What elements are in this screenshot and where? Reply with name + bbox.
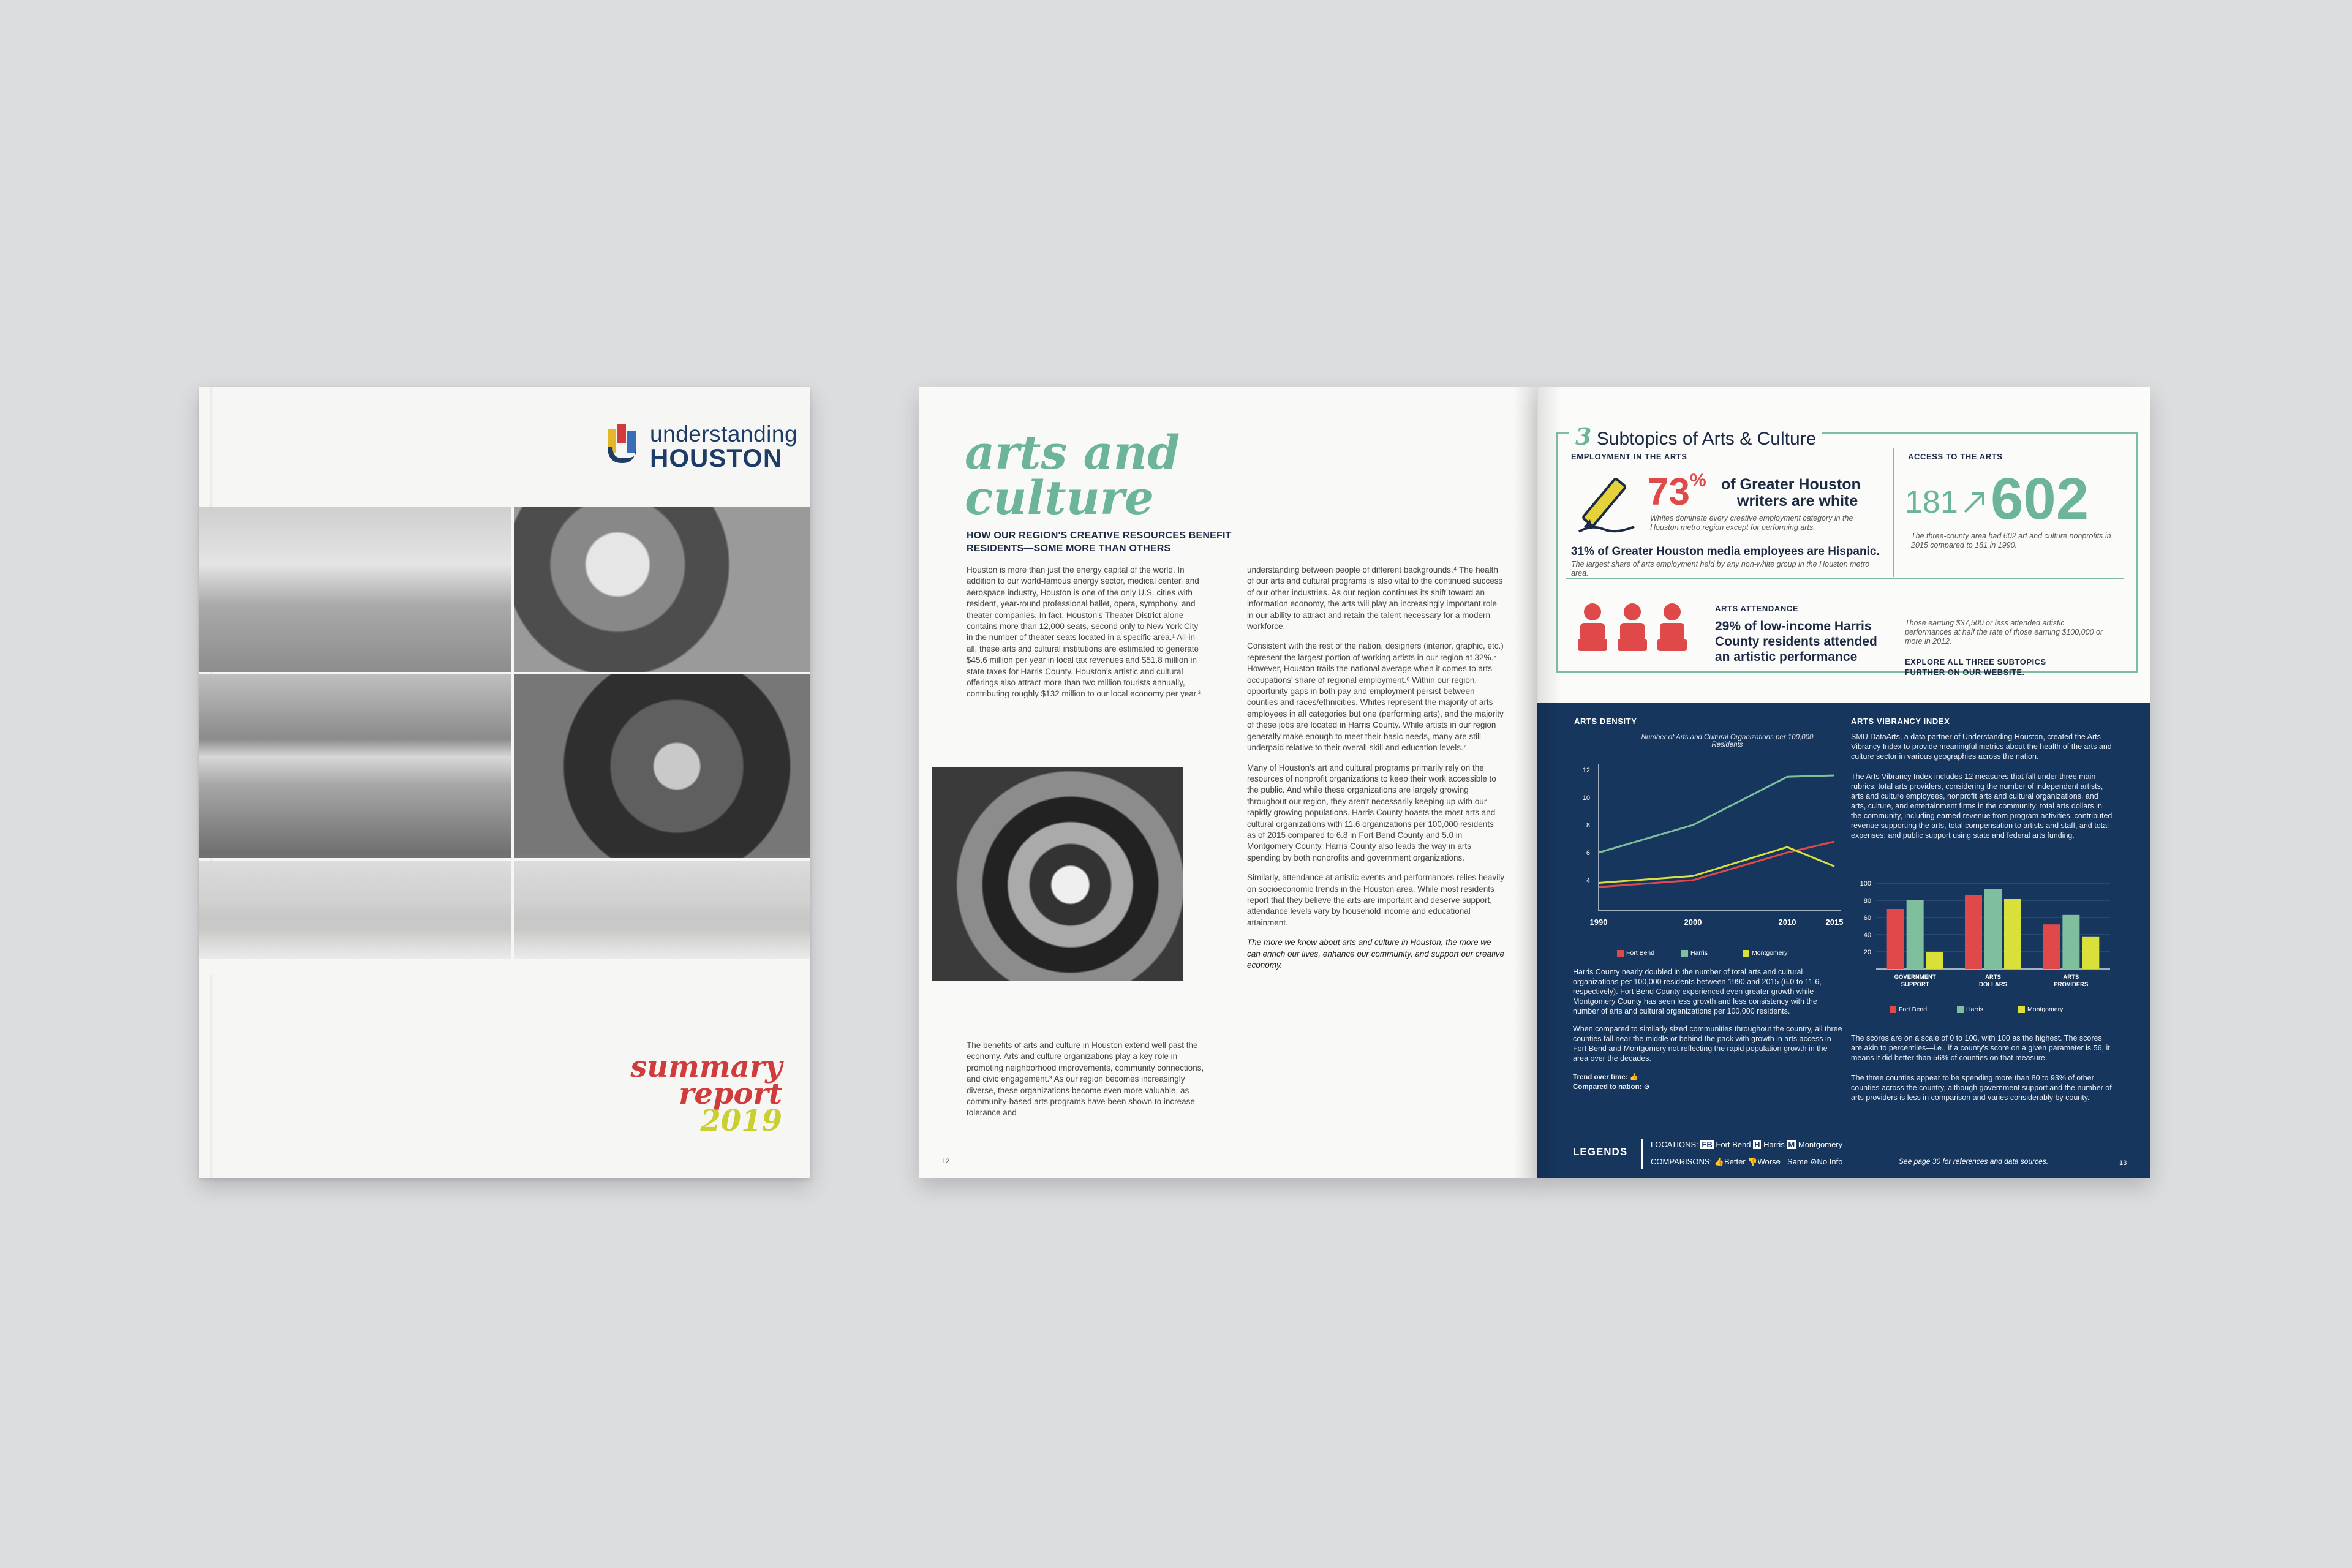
bar-category-label: ARTS [1985, 974, 2001, 981]
body-paragraph: Similarly, attendance at artistic events and performances relies heavily on socioeconomic trends in the Houston area. While most residents report that they believe the arts are important and deserve support, attendance levels vary by household income and educational attainment. [1247, 873, 1504, 927]
thumbs-down-icon: 👎 [1747, 1157, 1758, 1166]
locations-label: LOCATIONS: [1651, 1140, 1698, 1149]
understanding-houston-logo-icon [606, 423, 643, 464]
access-from-value: 181 [1905, 484, 1958, 520]
bar-legend-swatch-fort-bend [1890, 1006, 1896, 1013]
bar-fort-bend [1965, 895, 1982, 969]
density-line-chart [1565, 758, 1853, 938]
bar-fort-bend [1887, 909, 1904, 969]
report-cover [199, 387, 810, 1178]
body-closing-paragraph: The more we know about arts and culture in Houston, the more we can enrich our lives, enhance our community, and support our creative economy. [1247, 938, 1504, 970]
bar-category-label: GOVERNMENT [1894, 974, 1936, 981]
logo-text-houston: HOUSTON [650, 443, 783, 472]
employment-stat-line1: of Greater Houston [1721, 476, 1861, 493]
legend-fort-bend [1617, 949, 1654, 957]
attendance-stat: 29% of low-income Harris County residents attended an artistic performance [1715, 619, 1877, 664]
bar-y-tick-label: 60 [1863, 914, 1871, 922]
bar-legend-harris [1957, 1006, 1983, 1013]
page-title-line1: arts and [965, 425, 1180, 480]
employment-stat-line2: writers are white [1737, 492, 1858, 510]
page-number: 12 [942, 1158, 950, 1165]
x-tick-label: 2010 [1778, 918, 1796, 927]
page-number: 13 [2119, 1159, 2127, 1167]
y-tick-label: 4 [1586, 877, 1590, 884]
spread-page-13 [1537, 387, 2150, 1178]
bar-y-tick-label: 40 [1863, 932, 1871, 939]
body-column-1-bottom [967, 1040, 1205, 1128]
cover-photo-fade [199, 853, 810, 975]
x-tick-label: 2000 [1684, 918, 1702, 927]
legend-label: Harris [1966, 1006, 1983, 1013]
cover-photo-skyline [199, 507, 511, 672]
bar-category-label: PROVIDERS [2054, 981, 2089, 988]
references-note: See page 30 for references and data sources. [1899, 1157, 2049, 1166]
vibrancy-paragraph-2: The Arts Vibrancy Index includes 12 measures that fall under three main rubrics: total arts providers, considering the number of independent artists, arts and culture employees, nonprofit arts and cultural organizations, and arts, culture, and entertainment firms in the community; total arts dollars in the community, including earned revenue from program activities, contributed revenue supporting the arts, total compensation to artists and staff, and total expenses; and public support using state and federal arts funding. [1851, 772, 2113, 840]
vibrancy-paragraph-3: The scores are on a scale of 0 to 100, with 100 as the highest. The scores are akin to percentiles—i.e., if a county's score on a given parameter is 56, it means it did better than 56% of counties on that measure. [1851, 1034, 2110, 1062]
no-info-icon: ⊘ [1810, 1157, 1817, 1166]
employment-stat-note: Whites dominate every creative employment category in the Houston metro region except for performing arts. [1650, 514, 1853, 532]
bar-fort-bend [2043, 924, 2060, 969]
box-divider-horizontal [1566, 578, 2124, 579]
access-to-value: 602 [1991, 466, 2089, 532]
montgomery-code-icon: M [1788, 1140, 1795, 1149]
bar-legend-montgomery [2018, 1006, 2063, 1013]
bar-category-label: DOLLARS [1979, 981, 2007, 988]
bar-montgomery [2082, 937, 2099, 969]
legend-swatch-montgomery [1743, 950, 1749, 957]
vibrancy-paragraph-1: SMU DataArts, a data partner of Understanding Houston, created the Arts Vibrancy Index to provide meaningful metrics about the health of the arts and culture sector in various geographies across the nation. [1851, 733, 2112, 761]
bar-category-label: ARTS [2063, 974, 2079, 981]
bar-category-label: SUPPORT [1901, 981, 1929, 988]
y-tick-label: 12 [1582, 767, 1590, 774]
body-paragraph: Houston is more than just the energy capital of the world. In addition to our world-famous energy sector, medical center, and aerospace industry, Houston is one of the only U.S. cities with resident, year-round professional ballet, opera, symphony, and theater companies. In fact, Houston's Theater District alone contains more than 12,000 seats, second only to New York City in the number of theater seats located in a specific area.¹ All-in-all, these arts and cultural institutions are estimated to generate $45.6 million per year in local tax revenues and $51.8 million in state taxes for Harris County. Houston's artistic and cultural offerings also attract more than two million tourists annually, contributing roughly $132 million to our local economy per year.² [967, 565, 1201, 699]
no-info-label: No Info [1817, 1157, 1843, 1166]
body-paragraph: understanding between people of different backgrounds.⁴ The health of our arts and cultural programs is also vital to the continued success of our other industries. As our region continues its shift toward an information economy, the arts will play an increasingly important role in our ability to attract and retain the talent necessary for a modern workforce. [1247, 565, 1503, 631]
bar-harris [1985, 889, 2002, 969]
page-title [965, 425, 1180, 525]
density-chart-title: Number of Arts and Cultural Organizations per 100,000 Residents [1641, 734, 1814, 748]
legend-comparisons [1651, 1157, 1842, 1167]
employment-percent [1648, 470, 1706, 514]
vibrancy-heading: ARTS VIBRANCY INDEX [1851, 717, 1950, 726]
cover-title-line1: summary [630, 1050, 782, 1084]
body-paragraph: The benefits of arts and culture in Houston extend well past the economy. Arts and culture organizations play a key role in promoting neighborhood improvements, community connections, and civic engagement.³ As our region becomes increasingly diverse, these organizations become even more valuable, as community-based arts programs have been shown to increase tolerance and [967, 1041, 1204, 1118]
legends-divider [1642, 1139, 1643, 1169]
bar-legend-swatch-harris [1957, 1006, 1964, 1013]
logo-text-understanding: understanding [650, 421, 798, 447]
body-column-2 [1247, 565, 1504, 979]
harris-label: Harris [1763, 1140, 1785, 1149]
compare-label [1573, 1082, 1649, 1092]
bar-legend-fort-bend [1890, 1006, 1927, 1013]
compare-label-text: Compared to nation: [1573, 1084, 1642, 1091]
legend-label: Montgomery [1752, 949, 1788, 957]
vibrancy-bar-chart [1847, 877, 2116, 1006]
legend-label: Harris [1691, 949, 1708, 957]
legend-swatch-harris [1681, 950, 1688, 957]
cover-title [617, 1050, 782, 1138]
montgomery-label: Montgomery [1798, 1140, 1843, 1149]
bar-legend-swatch-montgomery [2018, 1006, 2025, 1013]
bar-montgomery [1926, 952, 1943, 969]
data-panel [1537, 703, 2150, 1178]
cover-photo-river [199, 674, 511, 858]
subtopics-title-text: Subtopics of Arts & Culture [1596, 429, 1817, 449]
body-paragraph: Many of Houston's art and cultural programs primarily rely on the resources of nonprofit organizations to keep their work accessible to the public. And while these organizations are largely growing throughout our region, they aren't necessarily keeping up with our rapidly growing populations. Harris County boasts the most arts and cultural organizations with 11.6 organizations per 100,000 residents as of 2015 compared to 6.8 in Fort Bend County and 5.0 in Montgomery County. Harris County also leads the way in arts spending by both nonprofits and government organizations. [1247, 763, 1496, 862]
employment-percent-number: 73 [1648, 471, 1690, 513]
employment-percent-sign: % [1689, 470, 1706, 491]
hispanic-stat-note: The largest share of arts employment held by any non-white group in the Houston metro area. [1571, 560, 1870, 578]
subtopics-title [1569, 423, 1822, 450]
bar-y-tick-label: 20 [1863, 949, 1871, 956]
bar-harris [1907, 900, 1924, 969]
spread-gutter-shadow [1513, 387, 1562, 1178]
art-car-photo [932, 767, 1183, 981]
attendance-note: Those earning $37,500 or less attended artistic performances at half the rate of those earning $100,000 or more in 2012. [1905, 619, 2103, 646]
density-heading: ARTS DENSITY [1574, 717, 1637, 726]
legend-locations [1651, 1140, 1842, 1149]
cover-title-line2: report [679, 1077, 782, 1111]
page-subhead: HOW OUR REGION'S CREATIVE RESOURCES BENEFIT RESIDENTS—SOME MORE THAN OTHERS [967, 530, 1232, 554]
cover-photo-people-festival [514, 674, 810, 858]
legend-label: Fort Bend [1899, 1006, 1928, 1013]
y-tick-label: 6 [1586, 850, 1590, 857]
trend-label-text: Trend over time: [1573, 1074, 1628, 1081]
legend-montgomery [1743, 949, 1787, 957]
fort-bend-label: Fort Bend [1716, 1140, 1751, 1149]
thumb-up-icon: 👍 [1629, 1074, 1638, 1081]
box-divider-vertical [1893, 448, 1894, 577]
legends-bar [1537, 1131, 2150, 1178]
fort-bend-code-icon: FB [1702, 1140, 1713, 1149]
y-tick-label: 8 [1586, 822, 1590, 829]
increase-arrow-icon [1962, 490, 1987, 514]
explore-link[interactable]: EXPLORE ALL THREE SUBTOPICS FURTHER ON OUR WEBSITE. [1905, 657, 2046, 677]
series-line-harris [1599, 775, 1834, 853]
cover-title-year: 2019 [700, 1104, 782, 1138]
series-line-montgomery [1599, 847, 1834, 883]
better-label: Better [1724, 1157, 1746, 1166]
page-title-line2: culture [965, 470, 1155, 525]
body-paragraph: Consistent with the rest of the nation, designers (interior, graphic, etc.) represent the largest portion of working artists in our region at 32%.⁵ However, Houston trails the national average when it comes to arts occupations' share of regional employment.⁶ Within our region, opportunity gaps in both pay and employment persist between counties and races/ethnicities. Whites represent the majority of arts employees in all categories but one (performing arts), and the majority of these jobs are located in Harris County. While artists in our region generally make enough to meet their basic needs, many are still underpaid relative to their overall skill and education levels.⁷ [1247, 641, 1504, 753]
body-column-1 [967, 565, 1205, 709]
density-paragraph-2: When compared to similarly sized communities throughout the country, all three counties fall near the middle or behind the pack with growth in arts access in Fort Bend and Montgomery not reflecting the rapid population growth in the area over the decades. [1573, 1025, 1842, 1063]
legend-label: Montgomery [2027, 1006, 2064, 1013]
employment-heading: EMPLOYMENT IN THE ARTS [1571, 452, 1687, 461]
comparisons-label: COMPARISONS: [1651, 1157, 1713, 1166]
bar-y-tick-label: 100 [1860, 880, 1871, 888]
trend-label [1573, 1072, 1638, 1082]
employment-stat-text [1721, 477, 1861, 510]
access-note: The three-county area had 602 art and culture nonprofits in 2015 compared to 181 in 1990. [1911, 532, 2111, 549]
subtopics-number: 3 [1575, 423, 1592, 450]
legend-label: Fort Bend [1626, 949, 1655, 957]
audience-seats-icon [1574, 598, 1691, 657]
attendance-heading: ARTS ATTENDANCE [1715, 604, 1799, 613]
vibrancy-paragraph-4: The three counties appear to be spending more than 80 to 93% of other counties across the country, although government support and the number of arts providers is less in comparison and varies considerably by county. [1851, 1074, 2112, 1102]
cover-photo-people-dinner [514, 507, 810, 672]
same-label: Same [1787, 1157, 1808, 1166]
bar-y-tick-label: 80 [1863, 897, 1871, 905]
legend-swatch-fort-bend [1617, 950, 1624, 957]
hispanic-stat: 31% of Greater Houston media employees are Hispanic. [1571, 545, 1880, 558]
harris-code-icon: H [1754, 1140, 1760, 1149]
x-tick-label: 1990 [1589, 918, 1608, 927]
legend-harris [1681, 949, 1708, 957]
thumbs-up-icon: 👍 [1714, 1157, 1724, 1166]
density-paragraph-1: Harris County nearly doubled in the number of total arts and cultural organizations per 100,000 residents between 1990 and 2015 (6.0 to 11.6, respectively). Fort Bend County experienced even greater growth while Montgomery County has seen less growth and less consistency with the number of arts and cultural organizations per 100,000 residents. [1573, 968, 1822, 1016]
bar-montgomery [2004, 899, 2021, 969]
spread-page-12 [919, 387, 1537, 1178]
legends-heading: LEGENDS [1573, 1146, 1628, 1158]
no-info-icon: ⊘ [1643, 1084, 1650, 1091]
y-tick-label: 10 [1582, 794, 1590, 802]
x-tick-label: 2015 [1825, 918, 1844, 927]
pen-writing-icon [1573, 470, 1640, 539]
access-heading: ACCESS TO THE ARTS [1908, 452, 2003, 461]
bar-harris [2062, 915, 2079, 969]
worse-label: Worse [1757, 1157, 1781, 1166]
equals-icon: = [1782, 1157, 1788, 1166]
